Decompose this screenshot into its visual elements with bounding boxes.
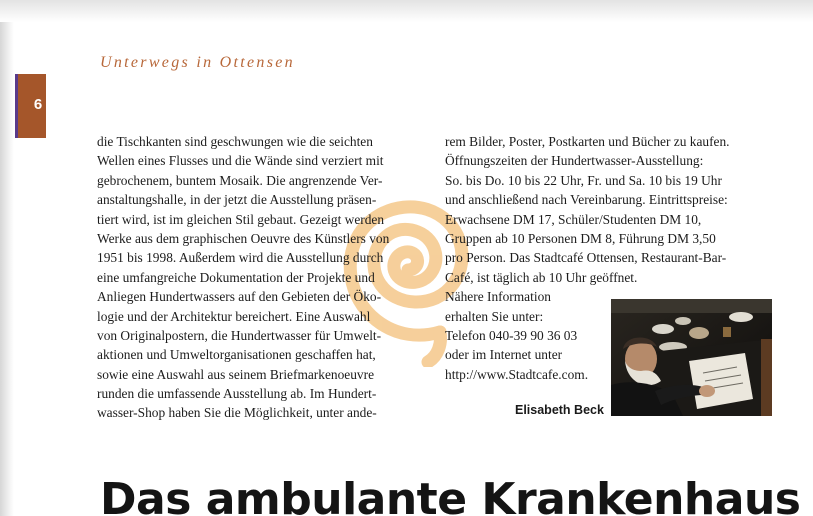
article-text-line: Erwachsene DM 17, Schüler/Studenten DM 10,: [445, 211, 702, 227]
page-top-shadow: [0, 0, 813, 22]
article-text-line: Café, ist täglich ab 10 Uhr geöffnet.: [445, 269, 638, 285]
contact-info-line: erhalten Sie unter:: [445, 308, 544, 324]
article-text-line: gebrochenem, buntem Mosaik. Die angrenzende Ver-: [97, 172, 383, 188]
article-text-line: So. bis Do. 10 bis 22 Uhr, Fr. und Sa. 10 bis 19 Uhr: [445, 172, 722, 188]
article-text-line: Gruppen ab 10 Personen DM 8, Führung DM 3,50: [445, 230, 716, 246]
article-text-line: 1951 bis 1998. Außerdem wird die Ausstellung durch: [97, 250, 384, 266]
article-text-line: pro Person. Das Stadtcafé Ottensen, Restaurant-Bar-: [445, 250, 727, 266]
article-text-line: die Tischkanten sind geschwungen wie die seichten: [97, 134, 373, 149]
next-article-headline: Das ambulante Krankenhaus: [100, 474, 801, 516]
contact-phone: Telefon 040-39 90 36 03: [445, 327, 578, 343]
article-text-line: aktionen und Umweltorganisationen geschaffen hat,: [97, 347, 376, 363]
author-credit: Elisabeth Beck: [515, 403, 604, 417]
article-text-line: Anliegen Hundertwassers auf den Gebieten der Öko-: [97, 289, 382, 305]
article-text-line: wasser-Shop haben Sie die Möglichkeit, unter ande-: [97, 405, 377, 421]
article-text-line: Werke aus dem graphischen Oeuvre des Künstlers von: [97, 230, 390, 246]
page-number: 6: [33, 96, 43, 113]
article-text-line: Öffnungszeiten der Hundertwasser-Ausstellung:: [445, 153, 704, 169]
article-text-line: runden die umfassende Ausstellung ab. Im Hundert-: [97, 386, 377, 402]
article-photo: [611, 299, 772, 416]
article-text-line: Wellen eines Flusses und die Wände sind verziert mit: [97, 153, 384, 169]
contact-info-line: oder im Internet unter: [445, 347, 563, 363]
article-text-line: und anschließend nach Vereinbarung. Eintrittspreise:: [445, 192, 728, 208]
article-text-line: von Originalpostern, die Hundertwasser für Umwelt-: [97, 327, 382, 343]
contact-website-link[interactable]: http://www.Stadtcafe.com.: [445, 366, 589, 382]
page-edge-shadow: [0, 0, 14, 516]
article-text-line: anstaltungshalle, in der jetzt die Ausstellung präsen-: [97, 192, 377, 208]
article-text-line: rem Bilder, Poster, Postkarten und Bücher zu kaufen.: [445, 134, 730, 149]
article-text-line: logie und der Architektur bereichert. Eine Auswahl: [97, 308, 371, 324]
photo-man-drawing-icon: [611, 299, 772, 416]
article-text-line: sowie eine Auswahl aus seinem Briefmarkenoeuvre: [97, 366, 375, 382]
article-text-line: eine umfangreiche Dokumentation der Projekte und: [97, 269, 375, 285]
article-column-left: [97, 132, 419, 423]
article-text-line: tiert wird, ist im gleichen Stil gebaut. Gezeigt werden: [97, 211, 385, 227]
contact-info-line: Nähere Information: [445, 289, 551, 305]
section-heading: Unterwegs in Ottensen: [100, 54, 295, 71]
